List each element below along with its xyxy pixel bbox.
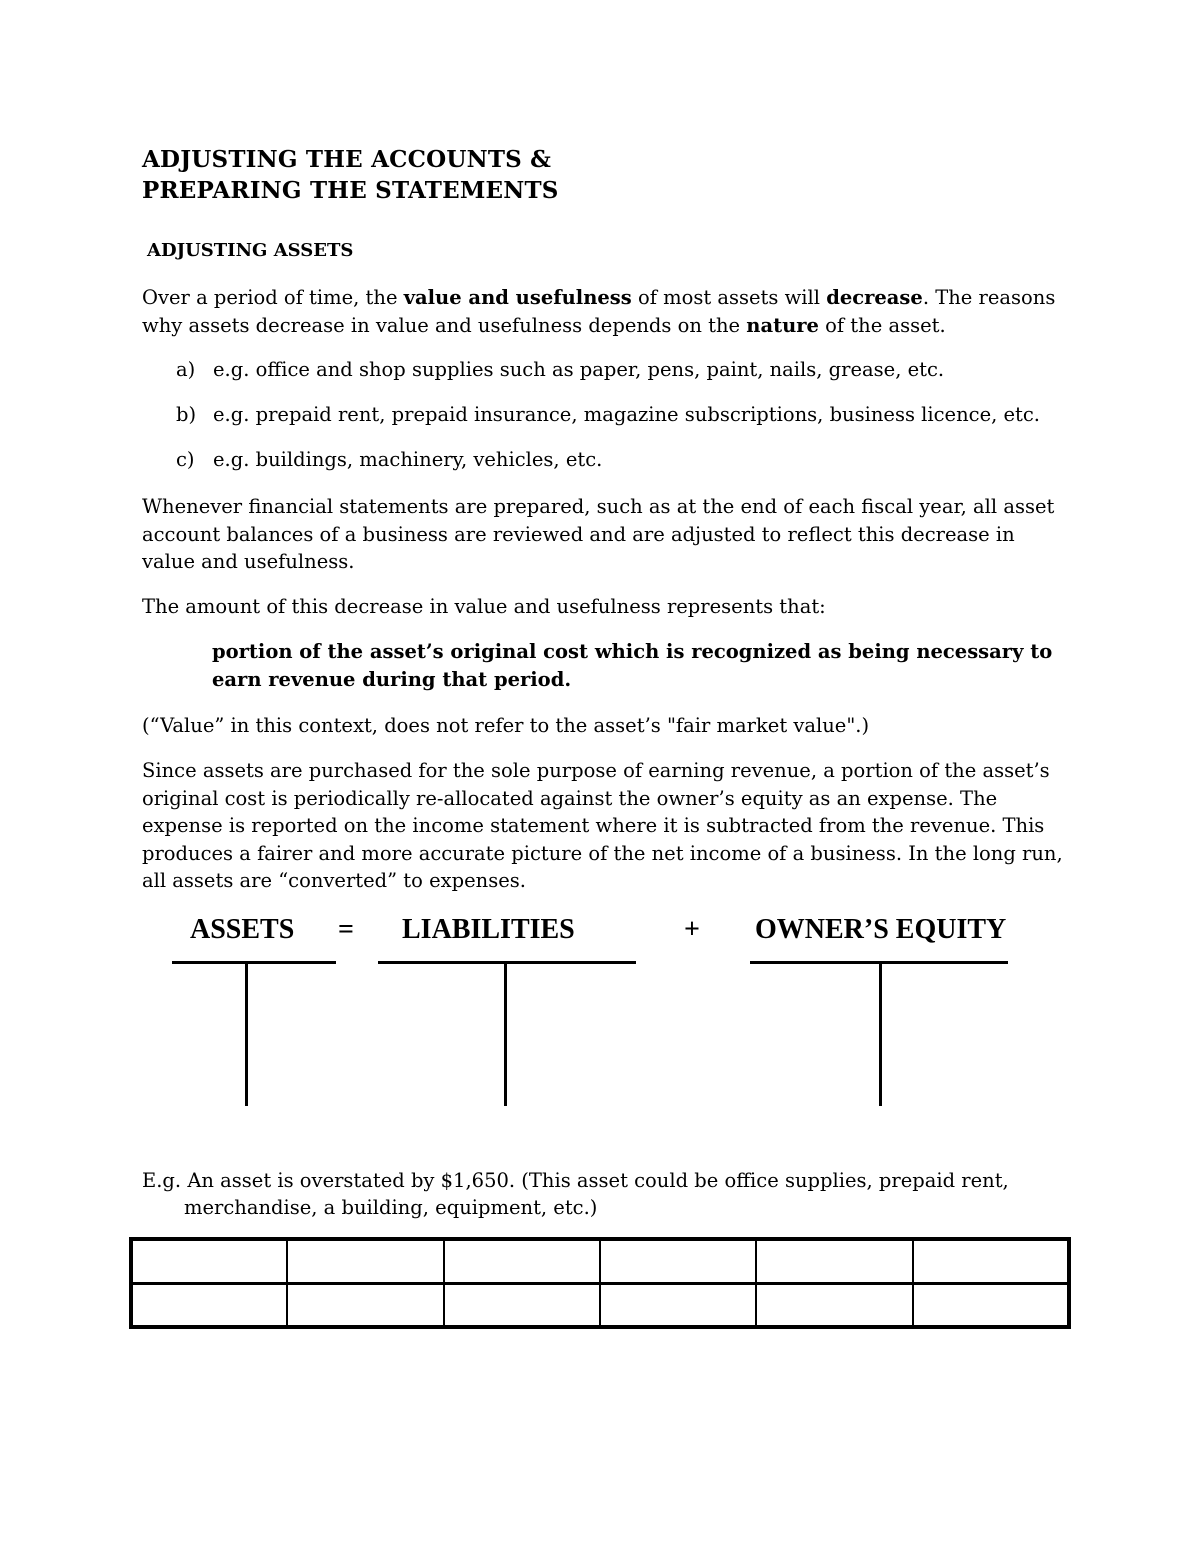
table-cell	[131, 1239, 287, 1283]
definition-text: portion of the asset’s original cost which is recognized as being necessary to earn revenue during that period.	[212, 640, 1053, 691]
t-account-assets-divider	[245, 962, 248, 1106]
equation-equals: =	[338, 914, 354, 945]
equation-plus: +	[684, 914, 700, 945]
list-item-letter: a)	[176, 358, 196, 381]
table-cell	[756, 1239, 912, 1283]
t-account-assets-top	[172, 961, 336, 964]
since-paragraph: Since assets are purchased for the sole purpose of earning revenue, a portion of the asset’s original cost is periodically re-allocated against the owner’s equity as an expense. The expense is reported on the income statement where it is subtracted from the revenue. This produces a fairer and more accurate picture of the net income of a business. In the long run, all assets are “converted” to expenses.	[142, 759, 1063, 892]
intro-paragraph	[142, 284, 1072, 339]
table-cell	[287, 1239, 443, 1283]
table-cell	[600, 1239, 756, 1283]
table-cell	[913, 1239, 1069, 1283]
table-cell	[756, 1283, 912, 1327]
equation-assets: ASSETS	[190, 914, 295, 945]
list-item-text: e.g. prepaid rent, prepaid insurance, magazine subscriptions, business licence, etc.	[213, 403, 1041, 426]
whenever-paragraph: Whenever financial statements are prepared, such as at the end of each fiscal year, all asset account balances of a business are reviewed and are adjusted to reflect this decrease in value and usefulness.	[142, 495, 1055, 573]
intro-text-1: Over a period of time, the	[142, 286, 404, 309]
table-cell	[287, 1283, 443, 1327]
list-item-text: e.g. office and shop supplies such as paper, pens, paint, nails, grease, etc.	[213, 358, 945, 381]
t-account-equity-divider	[879, 962, 882, 1106]
example-line-2: merchandise, a building, equipment, etc.)	[184, 1196, 598, 1219]
t-account-liabilities-top	[378, 961, 636, 964]
intro-bold-nature: nature	[746, 313, 819, 337]
table-row	[131, 1239, 1069, 1283]
table-row	[131, 1283, 1069, 1327]
t-account-liabilities-divider	[504, 962, 507, 1106]
list-item-text: e.g. buildings, machinery, vehicles, etc.	[213, 448, 603, 471]
value-note: (“Value” in this context, does not refer to the asset’s "fair market value".)	[142, 714, 870, 737]
example-line-1: E.g. An asset is overstated by $1,650. (This asset could be office supplies, prepaid rent,	[142, 1169, 1009, 1192]
intro-bold-value: value and usefulness	[403, 286, 632, 309]
journal-grid	[129, 1237, 1071, 1329]
section-heading: ADJUSTING ASSETS	[147, 240, 354, 261]
equation-owners-equity: OWNER’S EQUITY	[755, 914, 1007, 945]
title-line-2: PREPARING THE STATEMENTS	[142, 177, 559, 204]
list-item-letter: b)	[176, 403, 197, 426]
title-line-1: ADJUSTING THE ACCOUNTS &	[142, 146, 552, 173]
intro-text-3: . The reasons why assets decrease in value and usefulness depends on the	[142, 286, 1056, 337]
table-cell	[131, 1283, 287, 1327]
intro-text-4: of the asset.	[818, 313, 946, 337]
table-cell	[913, 1283, 1069, 1327]
equation-liabilities: LIABILITIES	[402, 914, 575, 945]
intro-text-2: of most assets will	[631, 286, 827, 309]
list-item-letter: c)	[176, 448, 195, 471]
table-cell	[600, 1283, 756, 1327]
table-cell	[444, 1283, 600, 1327]
table-cell	[444, 1239, 600, 1283]
amount-paragraph: The amount of this decrease in value and usefulness represents that:	[142, 595, 826, 618]
intro-bold-decrease: decrease	[826, 286, 923, 309]
